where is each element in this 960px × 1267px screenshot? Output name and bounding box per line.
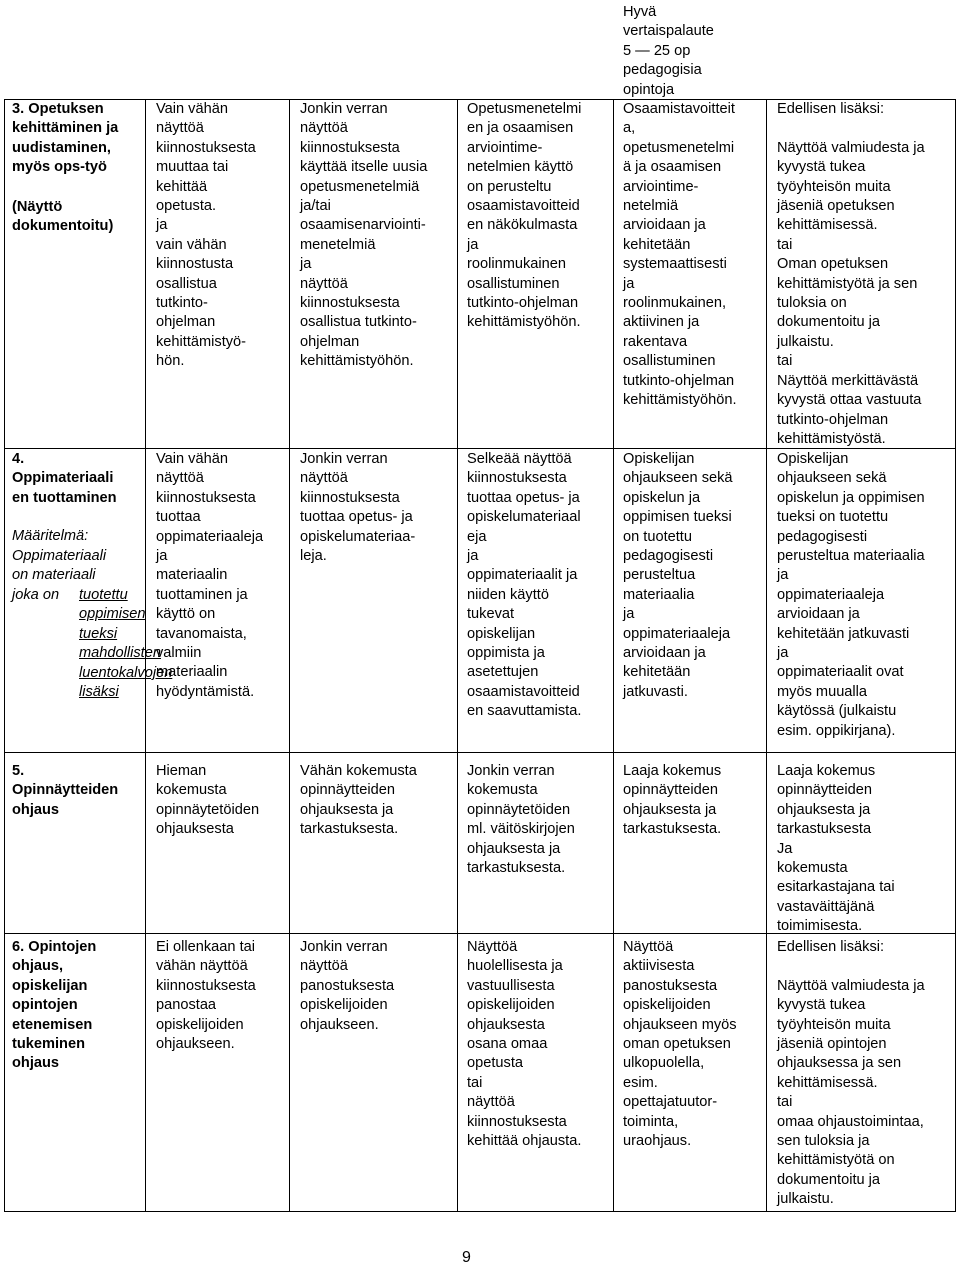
row6-level2: Jonkin verran näyttöä panostuksesta opiskelijoiden ohjaukseen.: [300, 939, 395, 1033]
row4-level5: Opiskelijan ohjaukseen sekä opiskelun ja oppimisen tueksi on tuotettu pedagogisesti perusteltua materiaalia ja oppimateriaaleja arvioidaan ja kehitetään jatkuvasti ja oppimateriaalit ovat myös muualla käytössä (julkaistu esim. oppikirjana).: [777, 451, 925, 739]
row3-level4: Osaamistavoitteit a, opetusmenetelmi ä ja osaamisen arviointime- netelmiä arvioidaan ja kehitetään systemaattisesti ja roolinmukainen, aktiivinen ja rakentava osallistuminen tutkinto-ohjelman kehittämistyöhön.: [623, 101, 737, 409]
row4-level3: Selkeää näyttöä kiinnostuksesta tuottaa opetus- ja opiskelumateriaal eja ja oppimateriaalit ja niiden käyttö tukevat opiskelijan oppimista ja asetettujen osaamistavoitteid en saavuttamista.: [467, 451, 582, 720]
row3-note: (Näyttö dokumentoitu): [12, 199, 114, 235]
row3-level1: Vain vähän näyttöä kiinnostuksesta muuttaa tai kehittää opetusta. ja vain vähän kiinnostusta osallistua tutkinto- ohjelman kehittämistyö- hön.: [156, 101, 256, 370]
row5-level2: Vähän kokemusta opinnäytteiden ohjauksesta ja tarkastuksesta.: [300, 763, 417, 838]
row4-definition-text: Oppimateriaali on materiaali joka on: [12, 548, 107, 603]
row5-level4: Laaja kokemus opinnäytteiden ohjauksesta ja tarkastuksesta.: [623, 763, 722, 838]
row5-level3: Jonkin verran kokemusta opinnäytetöiden ml. väitöskirjojen ohjauksesta ja tarkastuksesta.: [467, 763, 575, 877]
row6-level1: Ei ollenkaan tai vähän näyttöä kiinnostuksesta panostaa opiskelijoiden ohjaukseen.: [156, 939, 256, 1053]
row5-title: 5. Opinnäytteiden ohjaus: [12, 763, 119, 818]
row3-level2: Jonkin verran näyttöä kiinnostuksesta käyttää itselle uusia opetusmenetelmiä ja/tai osaamisenarviointi- menetelmiä ja näyttöä kiinnostuksesta osallistua tutkinto- ohjelman kehittämistyöhön.: [300, 101, 428, 370]
row4-level2: Jonkin verran näyttöä kiinnostuksesta tuottaa opetus- ja opiskelumateriaa- leja.: [300, 451, 416, 565]
header-peer-feedback: Hyvä vertaispalaute 5 — 25 op pedagogisia opintoja: [623, 4, 714, 98]
page-number: 9: [462, 1249, 471, 1266]
row4-level1: Vain vähän näyttöä kiinnostuksesta tuottaa oppimateriaaleja ja materiaalin tuottaminen ja käyttö on tavanomaista, valmiin materiaalin hyödyntämistä.: [156, 451, 264, 700]
row4-definition-label: Määritelmä:: [12, 528, 89, 544]
row3-level5: Edellisen lisäksi: Näyttöä valmiudesta ja kyvystä tukea työyhteisön muita jäseniä opetuksen kehittämisessä. tai Oman opetuksen kehittämistyötä ja sen tuloksia on dokumentoitu ja julkaistu. tai Näyttöä merkittävästä kyvystä ottaa vastuuta tutkinto-ohjelman kehittämistyöstä.: [777, 101, 925, 447]
row4-title: 4. Oppimateriaali en tuottaminen: [12, 451, 117, 506]
row6-level5: Edellisen lisäksi: Näyttöä valmiudesta ja kyvystä tukea työyhteisön muita jäseniä opintojen ohjauksessa ja sen kehittämisessä. tai omaa ohjaustoimintaa, sen tuloksia ja kehittämistyötä on dokumentoitu ja julkaistu.: [777, 939, 925, 1208]
row5-level5: Laaja kokemus opinnäytteiden ohjauksesta ja tarkastuksesta Ja kokemusta esitarkastajana tai vastaväittäjänä toimimisesta.: [777, 763, 895, 935]
row3-title: 3. Opetuksen kehittäminen ja uudistaminen, myös ops-työ: [12, 101, 119, 176]
row4-level4: Opiskelijan ohjaukseen sekä opiskelun ja oppimisen tueksi on tuotettu pedagogisesti perusteltua materiaalia ja oppimateriaaleja arvioidaan ja kehitetään jatkuvasti.: [623, 451, 733, 700]
row4-definition-link[interactable]: tuotettu oppimisen tueksi mahdollisten luentokalvojen lisäksi: [79, 587, 173, 701]
row5-level1: Hieman kokemusta opinnäytetöiden ohjauksesta: [156, 763, 260, 838]
row6-level3: Näyttöä huolellisesta ja vastuullisesta opiskelijoiden ohjauksesta osana omaa opetusta tai näyttöä kiinnostuksesta kehittää ohjausta.: [467, 939, 582, 1150]
row3-level3: Opetusmenetelmi en ja osaamisen arviointime- netelmien käyttö on perusteltu osaamistavoitteid en näkökulmasta ja roolinmukainen osallistuminen tutkinto-ohjelman kehittämistyöhön.: [467, 101, 582, 331]
row6-title: 6. Opintojen ohjaus, opiskelijan opintojen etenemisen tukeminen ohjaus: [12, 939, 97, 1072]
row6-level4: Näyttöä aktiivisesta panostuksesta opiskelijoiden ohjaukseen myös oman opetuksen ulkopuolella, esim. opettajatuutor- toiminta, uraohjaus.: [623, 939, 737, 1150]
